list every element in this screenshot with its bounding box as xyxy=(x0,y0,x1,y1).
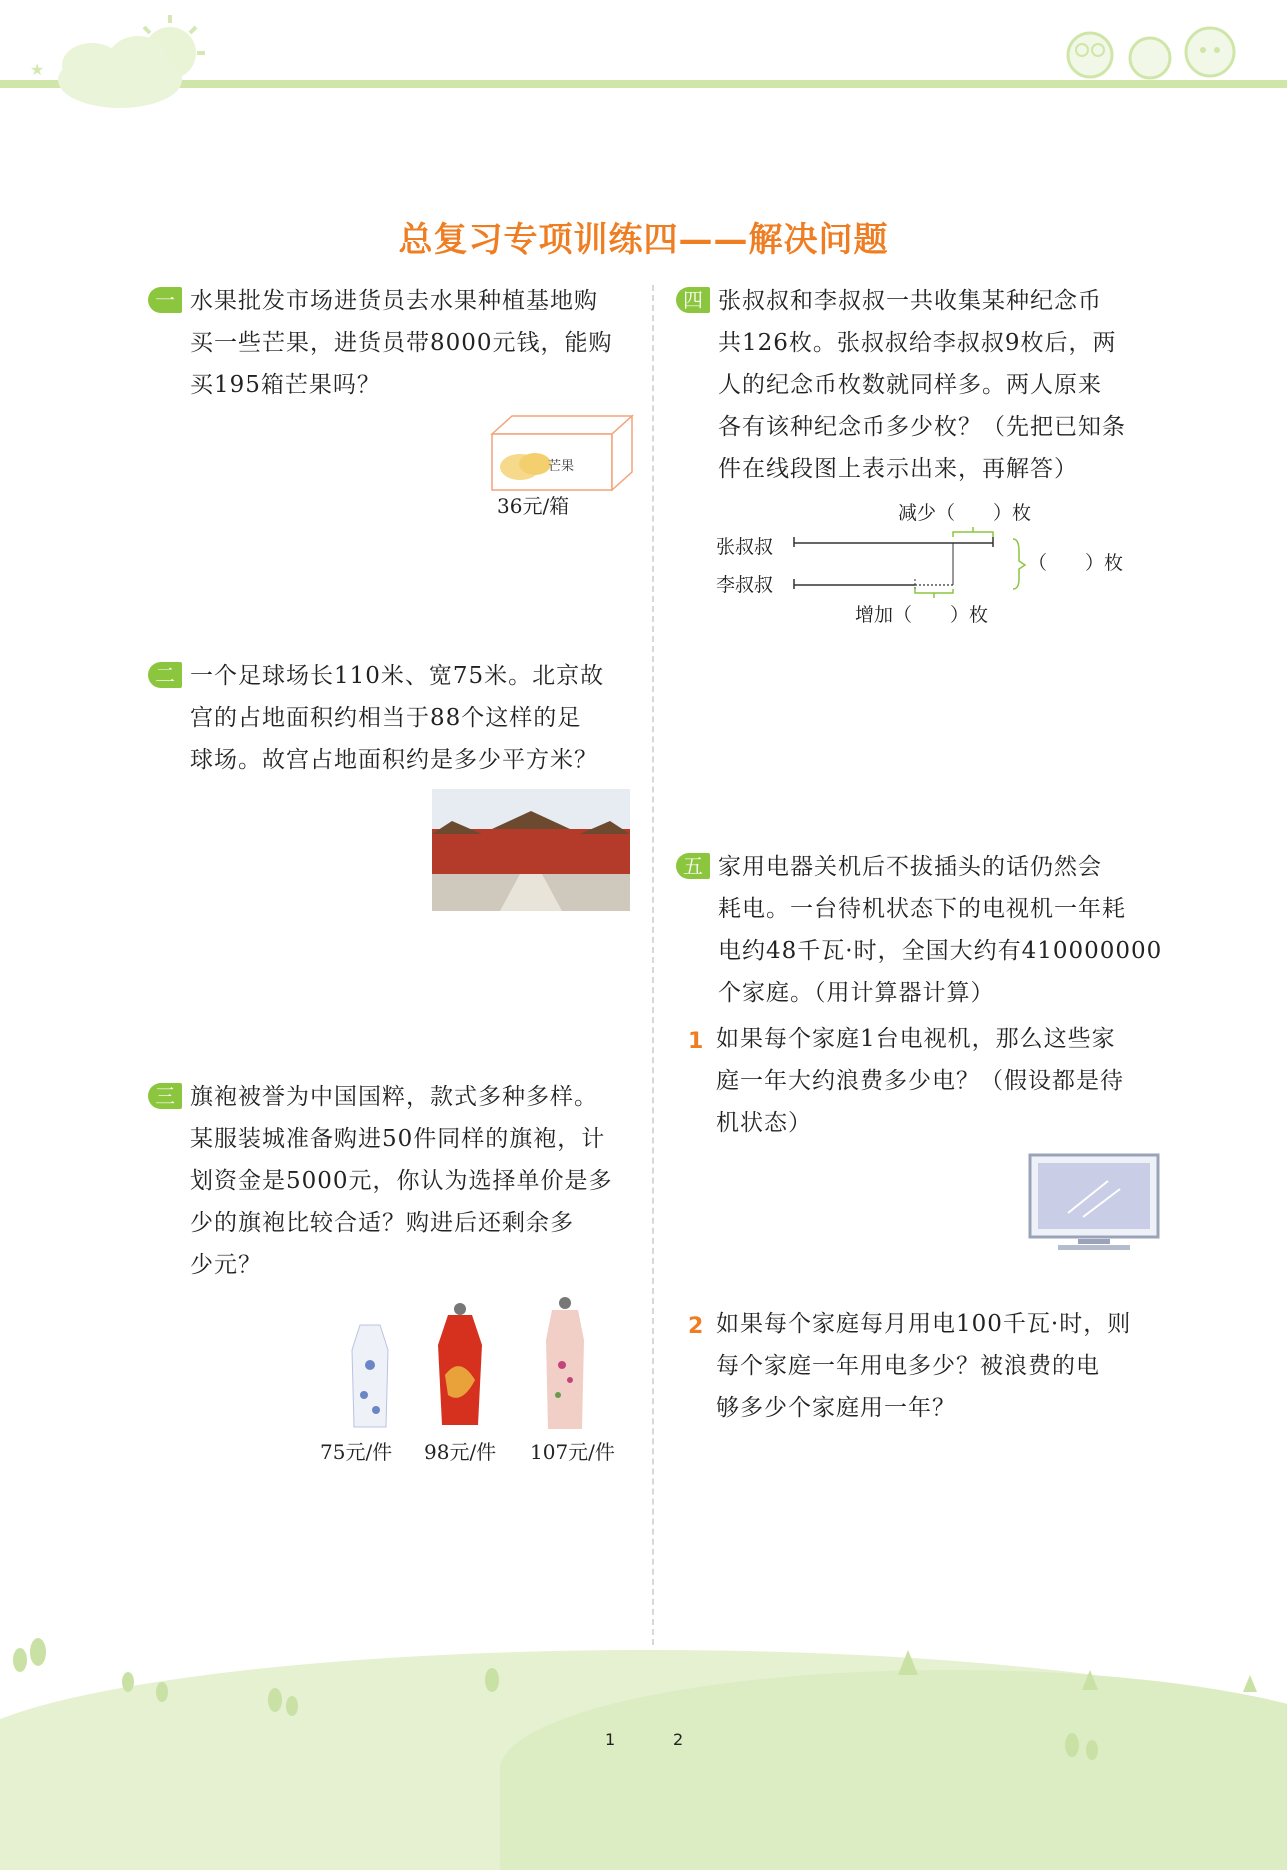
subquestion-1-line: 庭一年大约浪费多少电？（假设都是待 xyxy=(716,1068,1124,1094)
question-3-line: 少的旗袍比较合适？购进后还剩余多 xyxy=(190,1210,574,1236)
diagram-zhang-label: 张叔叔 xyxy=(716,536,774,558)
cloud-sun-icon xyxy=(20,5,210,115)
qipao-dresses-image xyxy=(330,1295,640,1435)
subquestion-1-line: 机状态） xyxy=(716,1110,812,1136)
subquestion-2-line: 每个家庭一年用电多少？被浪费的电 xyxy=(716,1353,1100,1379)
question-4-text xyxy=(718,280,1178,490)
diagram-reduce-label: 减少（ ）枚 xyxy=(898,502,1032,524)
mango-box-image xyxy=(490,412,635,492)
question-4-line: 共126枚。张叔叔给李叔叔9枚后，两 xyxy=(718,330,1117,356)
question-5-badge: 五 xyxy=(676,853,710,879)
subquestion-2-line: 够多少个家庭用一年？ xyxy=(716,1395,956,1421)
question-3-line: 少元？ xyxy=(190,1252,262,1278)
question-4-line: 各有该种纪念币多少枚？（先把已知条 xyxy=(718,414,1126,440)
question-2-text xyxy=(190,655,650,781)
qipao-price-3: 107元/件 xyxy=(530,1440,615,1464)
subquestion-1-text xyxy=(716,1018,1186,1144)
subquestion-1-number: 1 xyxy=(688,1029,704,1054)
page-number-right: 2 xyxy=(673,1730,684,1749)
question-1-badge: 一 xyxy=(148,287,182,313)
diagram-increase-label: 增加（ ）枚 xyxy=(855,604,989,626)
subquestion-2-text xyxy=(716,1303,1186,1429)
qipao-red xyxy=(438,1303,482,1425)
question-2-line: 球场。故宫占地面积约是多少平方米？ xyxy=(190,747,598,773)
diagram-total-label: （ ）枚 xyxy=(1028,552,1124,574)
question-2-badge: 二 xyxy=(148,662,182,688)
question-5-line: 家用电器关机后不拔插头的话仍然会 xyxy=(718,854,1102,880)
question-5-line: 耗电。一台待机状态下的电视机一年耗 xyxy=(718,896,1126,922)
question-3-line: 旗袍被誉为中国国粹，款式多种多样。 xyxy=(190,1084,598,1110)
question-3-line: 某服装城准备购进50件同样的旗袍，计 xyxy=(190,1126,606,1152)
question-5-text xyxy=(718,846,1188,1014)
qipao-price-1: 75元/件 xyxy=(320,1440,393,1464)
question-3-badge: 三 xyxy=(148,1083,182,1109)
question-1-line: 买一些芒果，进货员带8000元钱，能购 xyxy=(190,330,613,356)
question-3-text xyxy=(190,1076,660,1286)
svg-text:★: ★ xyxy=(30,60,45,79)
line-segment-diagram xyxy=(785,525,1030,600)
question-1-line: 买195箱芒果吗？ xyxy=(190,372,381,398)
subquestion-2-number: 2 xyxy=(688,1314,704,1339)
question-4-line: 件在线段图上表示出来，再解答） xyxy=(718,456,1078,482)
question-2-line: 一个足球场长110米、宽75米。北京故 xyxy=(190,663,605,689)
question-5-line: 个家庭。（用计算器计算） xyxy=(718,980,995,1006)
page-title: 总复习专项训练四——解决问题 xyxy=(398,220,889,260)
subquestion-2-line: 如果每个家庭每月用电100千瓦·时，则 xyxy=(716,1311,1132,1337)
forbidden-city-photo xyxy=(432,789,630,911)
column-divider xyxy=(652,285,654,1645)
question-1-line: 水果批发市场进货员去水果种植基地购 xyxy=(190,288,598,314)
diagram-li-label: 李叔叔 xyxy=(716,574,774,596)
question-1-text xyxy=(190,280,650,406)
footer-trees-icon xyxy=(0,1630,1287,1789)
question-4-badge: 四 xyxy=(676,287,710,313)
television-icon xyxy=(1028,1153,1160,1253)
mango-price: 36元/箱 xyxy=(497,494,570,518)
question-3-line: 划资金是5000元，你认为选择单价是多 xyxy=(190,1168,613,1194)
qipao-blue-white xyxy=(352,1325,388,1427)
qipao-pink xyxy=(546,1297,584,1429)
qipao-price-2: 98元/件 xyxy=(424,1440,497,1464)
page-number-left: 1 xyxy=(605,1730,616,1749)
question-2-line: 宫的占地面积约相当于88个这样的足 xyxy=(190,705,582,731)
cartoon-animals-icon xyxy=(1060,20,1260,80)
question-4-line: 张叔叔和李叔叔一共收集某种纪念币 xyxy=(718,288,1102,314)
question-5-line: 电约48千瓦·时，全国大约有410000000 xyxy=(718,938,1163,964)
subquestion-1-line: 如果每个家庭1台电视机，那么这些家 xyxy=(716,1026,1116,1052)
mango-box-label: 芒果 xyxy=(548,458,575,473)
question-4-line: 人的纪念币枚数就同样多。两人原来 xyxy=(718,372,1102,398)
